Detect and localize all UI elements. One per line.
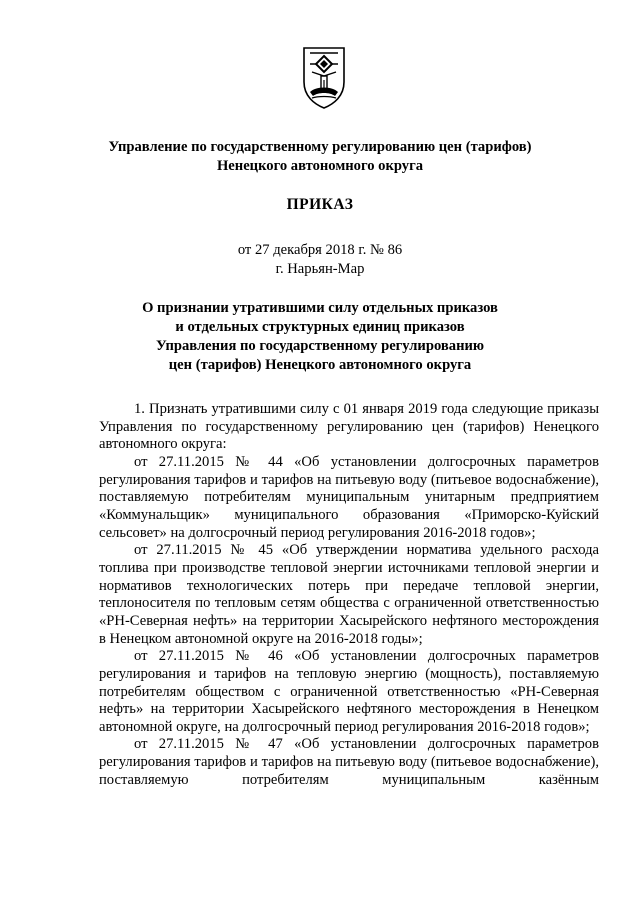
subject-line-4: цен (тарифов) Ненецкого автономного округа bbox=[168, 357, 472, 373]
body-paragraph-1: 1. Признать утратившими силу с 01 января 2019 года следующие приказы Управления по государственному регулированию цен (тарифов) Ненецкого автономного округа: bbox=[99, 401, 599, 453]
coat-of-arms-emblem bbox=[302, 46, 346, 110]
authority-name-line-2: Ненецкого автономного округа bbox=[216, 158, 424, 174]
authority-name-line-1: Управление по государственному регулированию цен (тарифов) bbox=[108, 139, 532, 155]
body-paragraph-3: от 27.11.2015 № 45 «Об утверждении норматива удельного расхода топлива при производстве тепловой энергии источниками тепловой энергии и нормативов технологических потерь при передаче тепловой энергии, теплоносителя по тепловым сетям общества с ограниченной ответственностью «РН-Северная нефть» на территории Хасырейского нефтяного месторождения в Ненецком автономной округе на 2016-2018 годы»; bbox=[99, 542, 599, 647]
issuing-authority-header bbox=[0, 138, 640, 176]
subject-line-3: Управления по государственному регулированию bbox=[155, 338, 485, 354]
document-type-title: ПРИКАЗ bbox=[286, 196, 354, 213]
body-paragraph-2: от 27.11.2015 № 44 «Об установлении долгосрочных параметров регулирования тарифов и тарифов на питьевую воду (питьевое водоснабжение), поставляемую потребителям муниципальным унитарным предприятием «Коммунальщик» муниципального образования «Приморско-Куйский сельсовет» на долгосрочный период регулирования 2016-2018 годов»; bbox=[99, 453, 599, 541]
issue-city: г. Нарьян-Мар bbox=[275, 260, 365, 277]
date-and-place-block bbox=[0, 241, 640, 278]
body-paragraph-5: от 27.11.2015 № 47 «Об установлении долгосрочных параметров регулирования тарифов и тарифов на питьевую воду (питьевое водоснабжение), поставляемую потребителям муниципальным казённым bbox=[99, 736, 599, 788]
order-body-text bbox=[99, 401, 599, 789]
order-date-number: от 27 декабря 2018 г. № 86 bbox=[237, 242, 403, 258]
order-subject-heading bbox=[0, 299, 640, 375]
subject-line-2: и отдельных структурных единиц приказов bbox=[175, 319, 465, 335]
body-paragraph-4: от 27.11.2015 № 46 «Об установлении долгосрочных параметров регулирования и тарифов на тепловую энергию (мощность), поставляемую потребителям обществом с ограниченной ответственностью «РН-Северная нефть» на территории Хасырейского нефтяного месторождения в Ненецком автономной округе, на долгосрочный период регулирования 2016-2018 годов»; bbox=[99, 648, 599, 735]
subject-line-1: О признании утратившими силу отдельных приказов bbox=[142, 300, 498, 316]
